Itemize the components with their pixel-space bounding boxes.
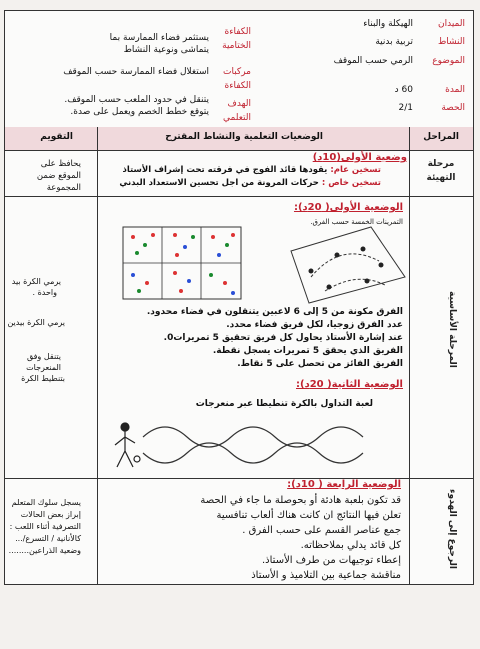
head-bottom-line: [5, 150, 473, 151]
calm-stage-label: الرجوع إلى الهدوء: [447, 489, 457, 569]
objective-label: الهدف التعلمي: [223, 99, 251, 123]
grid-drill-diagram: [119, 223, 245, 303]
main-eval-1a: يرمي الكرة بيد: [11, 277, 61, 286]
prep-eval-1: يحافظ على: [40, 159, 81, 169]
topic-value: الرمي حسب الموقف: [333, 56, 413, 66]
calm-eval-5: وضعية الذراعين........: [8, 546, 81, 555]
prep-eval-3: المجموعة: [46, 183, 81, 193]
calm-eval-4: كالأنانية / التسرع/...: [15, 534, 81, 543]
main-bottom-line: [5, 478, 473, 479]
calm-title: الوضعية الرابعة ( 10د):: [287, 479, 401, 490]
session-label: الحصة: [441, 103, 465, 113]
main-s1-line-3: عند إشارة الأستاذ يحاول كل فريق تحقيق 5 تمريرات0.: [163, 333, 403, 343]
calm-eval-3: التصرفية أثناء اللعب :: [9, 522, 81, 531]
prep-stage-label: مرحلة التهيئة: [426, 159, 456, 183]
objective-value-2: يتوقع خطط الخصم ويعمل على صدة.: [70, 107, 209, 117]
lesson-plan-sheet: [4, 10, 474, 585]
activity-value: تربية بدنية: [375, 37, 413, 47]
domain-label: الميدان: [438, 19, 465, 29]
prep-bottom-line: [5, 196, 473, 197]
th-evaluation: التقويم: [40, 132, 73, 142]
prep-eval-2: الموقع ضمن: [36, 171, 81, 181]
calm-line-4: كل قائد يدلي بملاحظاته.: [300, 540, 401, 551]
main-s1-line-2: عدد الفرق زوجيا، لكل فريق فضاء محدد.: [226, 320, 403, 330]
player-dots: [131, 233, 235, 295]
objective-value-1: يتنقل في حدود الملعب حسب الموقف.: [64, 95, 209, 105]
main-eval-3b: المنعرجات: [26, 363, 61, 372]
prep-special-text: حركات المرونة من اجل تحسين الاستعداد البدني: [119, 178, 319, 188]
main-eval-3c: بتنطيط الكرة: [21, 374, 65, 383]
main-s2-text: لعبة التداول بالكرة تنطيطا عبر منعرجات: [195, 399, 373, 409]
main-s1-sub: التمرينات الخمسة حسب الفرق.: [310, 218, 403, 226]
final-competence-value-1: يستثمر فضاء الممارسة بما: [109, 33, 209, 43]
final-competence-value-2: يتماشى ونوعية النشاط: [123, 45, 209, 55]
main-s1-title: الوضعية الأولى( 20د):: [293, 202, 403, 213]
main-s1-line-5: الفريق الفائز من تحصل على 5 نقاط.: [237, 359, 403, 369]
activity-label: النشاط: [437, 37, 465, 47]
zigzag-dribble-diagram: [103, 411, 393, 481]
prep-general-label: تسخين عام:: [330, 165, 381, 175]
prep-title: وضعية الأولى(10د): [312, 152, 407, 163]
prep-special-label: تسخين خاص :: [321, 178, 381, 188]
topic-label: الموضوع: [432, 56, 465, 66]
main-eval-3a: يتنقل وفق: [26, 352, 61, 361]
th-situations: الوضعيات التعلمية والنشاط المقترح: [165, 132, 323, 142]
table-head: [5, 127, 473, 150]
calm-line-3: جمع عناصر القسم على حسب الفرق .: [242, 525, 401, 536]
duration-label: المدة: [445, 85, 465, 95]
calm-line-5: إعطاء توجيهات من طرف الأستاذ.: [262, 555, 401, 566]
prep-general-text: يقودها قائد الفوج في فرقته تحت إشراف الأستاذ: [122, 165, 328, 175]
calm-eval-2: إبراز بعض الحالات: [20, 510, 81, 519]
dribbler-figure: [115, 423, 140, 467]
components-label: مركبات الكفاءة: [222, 67, 251, 91]
calm-line-6: مناقشة جماعية بين التلاميذ و الأستاذ: [251, 570, 401, 581]
calm-eval-1: يسجل سلوك المتعلم: [11, 498, 81, 507]
main-eval-1b: واحدة .: [32, 288, 57, 297]
components-value: استغلال فضاء الممارسة حسب الموقف: [63, 67, 209, 77]
prep-general: [123, 165, 382, 175]
header-block: [5, 11, 473, 127]
session-value: 2/1: [398, 103, 413, 113]
prep-special: [119, 178, 381, 188]
domain-value: الهيكلة والبناء: [363, 19, 413, 29]
main-s1-line-1: الفرق مكونة من 5 إلى 6 لاعبين يتنقلون في فضاء محدود.: [146, 307, 403, 317]
main-s1-line-4: الفريق الذي يحقق 5 تمريرات يسجل نقطة.: [212, 346, 403, 356]
final-competence-label: الكفاءة الختامية: [222, 27, 251, 51]
passing-drill-diagram: [281, 221, 411, 307]
calm-line-2: تعلن فيها النتائج ان كانت هناك ألعاب تنافسية: [216, 510, 401, 521]
duration-value: 60 د: [394, 85, 413, 95]
main-eval-2: يرمي الكرة بيدين: [7, 318, 65, 327]
main-stage-label: المرحلة الأساسية: [447, 291, 457, 368]
th-stages: المراحل: [423, 132, 459, 142]
calm-line-1: قد تكون بلعبة هادئة أو بحوصلة ما جاء في الحصة: [200, 495, 401, 506]
main-s2-title: الوضعية الثانية( 20د):: [296, 379, 403, 390]
